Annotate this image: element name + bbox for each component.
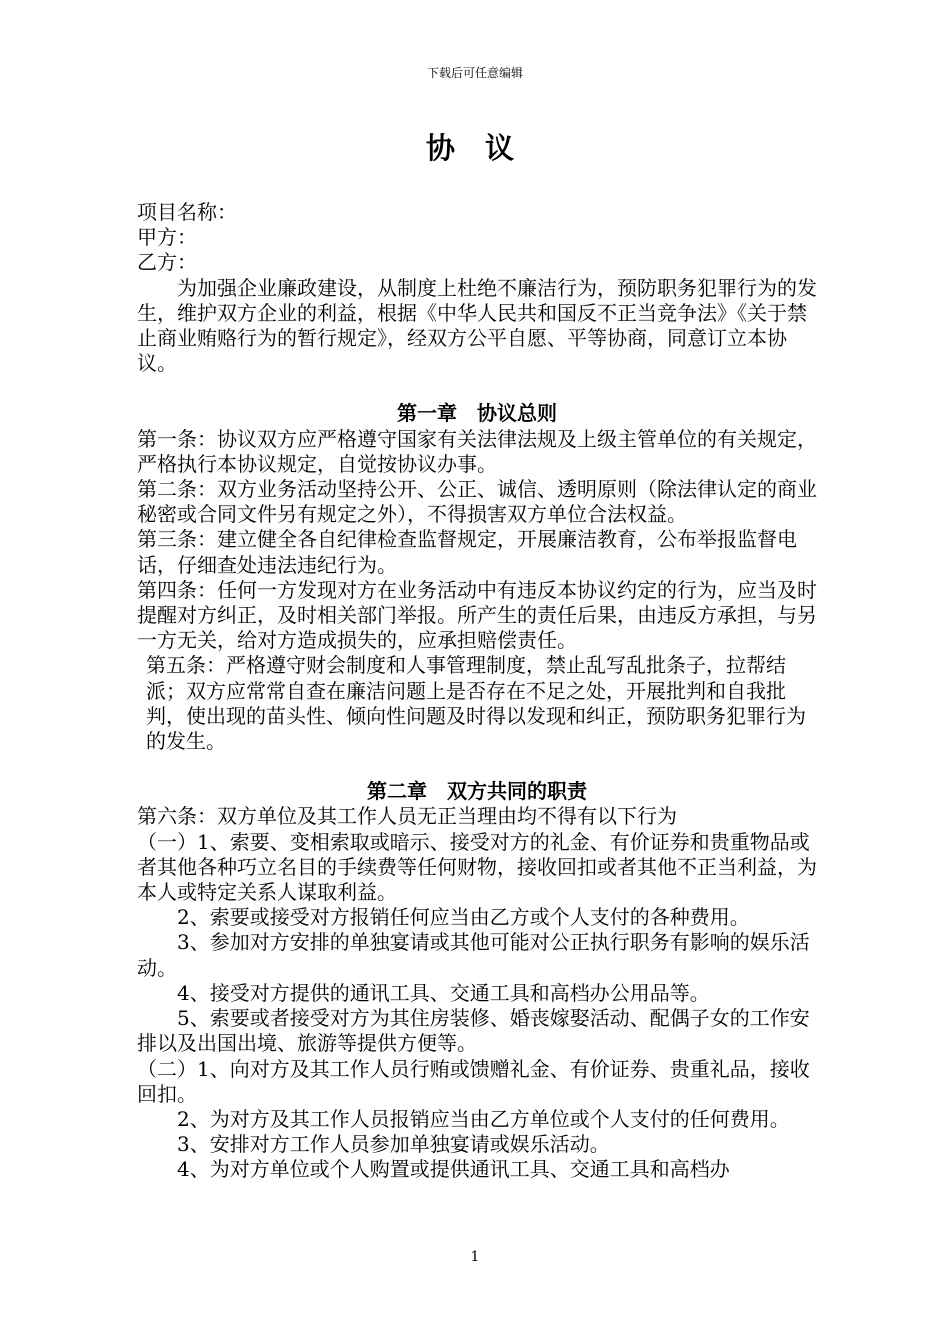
- party-a-field: 甲方：: [137, 225, 197, 250]
- page-number: 1: [470, 1249, 480, 1265]
- article-6: 第六条：双方单位及其工作人员无正当理由均不得有以下行为: [137, 804, 677, 829]
- clause-2-item-1: （二）1、向对方及其工作人员行贿或馈赠礼金、有价证券、贵重礼品，接收回扣。: [137, 1056, 810, 1106]
- clause-1-item-2: 2、索要或接受对方报销任何应当由乙方或个人支付的各种费用。: [177, 905, 750, 930]
- clause-1-item-1: （一）1、索要、变相索取或暗示、接受对方的礼金、有价证券和贵重物品或者其他各种巧立名目的手续费等任何财物，接收回扣或者其他不正当利益，为本人或特定关系人谋取利益。: [137, 829, 817, 905]
- article-5: 第五条：严格遵守财会制度和人事管理制度，禁止乱写乱批条子，拉帮结派；双方应常常自查在廉洁问题上是否存在不足之处，开展批判和自我批判，使出现的苗头性、倾向性问题及时得以发现和纠正，预防职务犯罪行为的发生。: [146, 653, 806, 754]
- clause-1-item-5: 5、索要或者接受对方为其住房装修、婚丧嫁娶活动、配偶子女的工作安排以及出国出境、旅游等提供方便等。: [137, 1006, 810, 1056]
- document-title: 协 议: [425, 131, 525, 165]
- chapter-1-heading: 第一章 协议总则: [397, 401, 557, 426]
- document-body: [137, 200, 817, 1183]
- clause-1-item-3: 3、参加对方安排的单独宴请或其他可能对公正执行职务有影响的娱乐活动。: [137, 930, 810, 980]
- project-name-field: 项目名称：: [137, 200, 237, 224]
- clause-2-item-2: 2、为对方及其工作人员报销应当由乙方单位或个人支付的任何费用。: [177, 1106, 790, 1131]
- article-1: 第一条：协议双方应严格遵守国家有关法律法规及上级主管单位的有关规定，严格执行本协议规定，自觉按协议办事。: [137, 426, 817, 476]
- page-header: 下载后可任意编辑: [426, 66, 523, 80]
- clause-2-item-4: 4、为对方单位或个人购置或提供通讯工具、交通工具和高档办: [177, 1157, 730, 1182]
- clause-2-item-3: 3、安排对方工作人员参加单独宴请或娱乐活动。: [177, 1132, 610, 1157]
- clause-1-item-4: 4、接受对方提供的通讯工具、交通工具和高档办公用品等。: [177, 980, 710, 1005]
- article-4: 第四条：任何一方发现对方在业务活动中有违反本协议约定的行为，应当及时提醒对方纠正，及时相关部门举报。所产生的责任后果，由违反方承担，与另一方无关，给对方造成损失的，应承担赔偿责任。: [137, 577, 817, 653]
- chapter-2-heading: 第二章 双方共同的职责: [367, 779, 587, 804]
- party-b-field: 乙方：: [137, 250, 197, 275]
- article-2: 第二条：双方业务活动坚持公开、公正、诚信、透明原则（除法律认定的商业秘密或合同文件另有规定之外），不得损害双方单位合法权益。: [137, 477, 817, 527]
- preamble-paragraph: 为加强企业廉政建设，从制度上杜绝不廉洁行为，预防职务犯罪行为的发生，维护双方企业的利益，根据《中华人民共和国反不正当竞争法》《关于禁止商业贿赂行为的暂行规定》，经双方公平自愿、平等协商，同意订立本协议。: [137, 275, 817, 376]
- article-3: 第三条：建立健全各自纪律检查监督规定，开展廉洁教育，公布举报监督电话，仔细查处违法违纪行为。: [137, 527, 797, 577]
